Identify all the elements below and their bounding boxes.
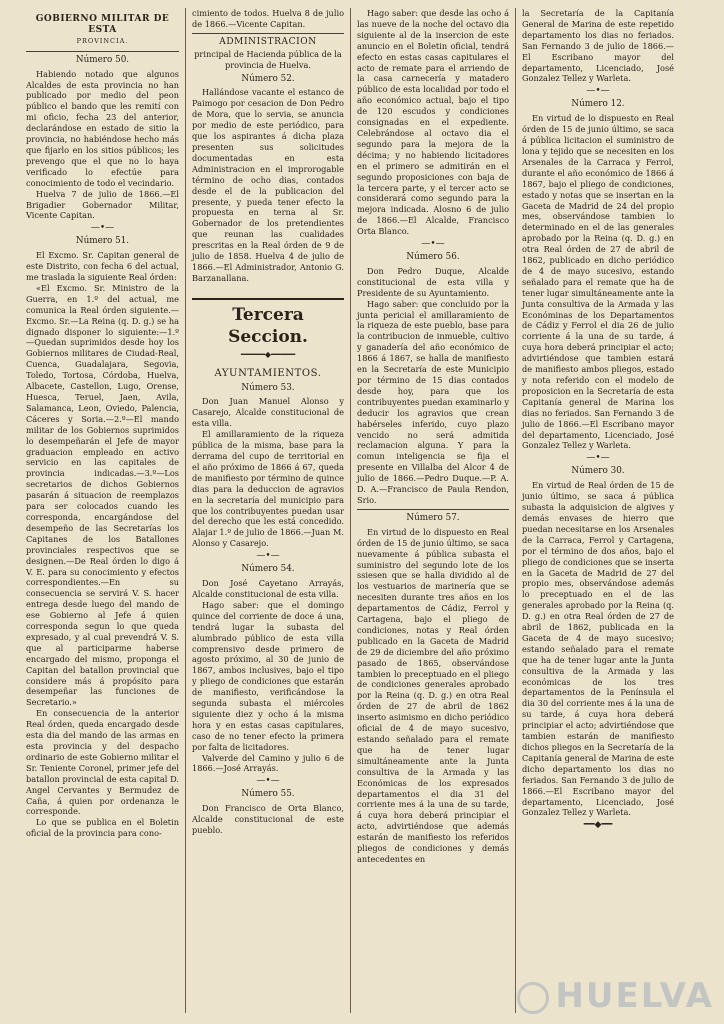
notice-body: la Secretaría de la Capitanía General de Marina de este repetido departamento los dias no feriados. San Fernando 3 de julio de 1866.—El Escribano mayor del departamento, Licenciado, José Gonzalez Tellez y Warleta.	[522, 8, 674, 84]
newspaper-page	[20, 8, 710, 1013]
notice-heading: Don Francisco de Orta Blanco, Alcalde constitucional de este pueblo.	[192, 803, 344, 836]
ornament-divider: —•—	[586, 86, 610, 97]
ornament-divider: ━━━━━◆━━━━━	[240, 349, 296, 359]
column-4	[515, 8, 680, 1013]
section-header: GOBIERNO MILITAR DE ESTA	[35, 14, 170, 35]
ornament-divider: —•—	[90, 223, 115, 234]
column-2	[185, 8, 350, 1013]
watermark-logo-icon	[517, 982, 549, 1014]
notice-number: Número 56.	[406, 252, 460, 263]
notice-number: Número 51.	[75, 236, 130, 247]
notice-heading: Don Juan Manuel Alonso y Casarejo, Alcalde constitucional de esta villa.	[192, 396, 344, 429]
section-subheader: PROVINCIA.	[76, 36, 129, 45]
notice-body: En virtud de Real órden de 15 de junio último, se saca á pública subasta la adquisicion de algives y demás envases de hierro que puedan necesitarse en los Arsenales de la Carraca, Ferrol y Cartagena, por el término de dos años, bajo el pliego de condiciones que se inserta en la Gaceta de Madrid de 27 del propio mes, observándose además lo preceptuado en el de las generales aprobado por la Reina (q. D. g.) en otra Real órden de 27 de abril de 1862, publicada en la Gaceta de 4 de mayo sucesivo; estando señalado para el remate que ha de tener lugar ante la Junta consultiva de la Armada y las económicas de los tres departamentos de la Península el dia 30 del corriente mes á la una de su tarde, á cuya hora deberá principiar el acto; advirtiéndose que tambien estarán de manifiesto dichos pliegos en la Secretaría de la Capitanía general de Marina de este dicho departamento los dias no feriados. San Fernando 3 de julio de 1866.—El Escribano mayor del departamento, Licenciado, José Gonzalez Tellez y Warleta.	[522, 480, 674, 818]
ornament-divider: —•—	[421, 239, 445, 250]
watermark-text: HUELVA	[555, 976, 714, 1016]
column-3	[350, 8, 515, 1013]
notice-signature: Huelva 7 de julio de 1866.—El Brigadier Gobernador Militar, Vicente Capitan.	[26, 188, 179, 221]
notice-body: Lo que se publica en el Boletin oficial de la provincia para cono-	[26, 817, 179, 839]
notice-signature: Valverde del Camino y julio 6 de 1866.—José Arrayás.	[192, 752, 344, 774]
notice-body: cimiento de todos. Huelva 8 de julio de 1866.—Vicente Capitan.	[192, 8, 344, 29]
notice-body: Habiendo notado que algunos Alcaldes de esta provincia no han publicado por medio del peon público el bando que les remití con mi oficio, fecha 23 del anterior, declarándose en estado de sitio la provincia, no habiéndose hecho más que fijarlo en los sitios públicos; les prevengo que el que no lo haya verificado lo efectúe para conocimiento de todo el vecindario.	[26, 68, 179, 188]
notice-body: En consecuencia de la anterior Real órden, queda encargado desde esta dia del mando de las armas en esta provincia y del despacho ordinario de este Gobierno militar el Sr. Teniente Coronel, primer jefe del batallon provincial de esta capital D. Angel Cervantes y Bermudez de Caña, á quien por ordenanza le corresponde.	[26, 708, 179, 817]
divider	[192, 33, 344, 34]
notice-number: Número 12.	[571, 99, 625, 110]
notice-body: En virtud de lo dispuesto en Real órden de 15 de junio último, se saca á pública licitacion el suministro de lona y tejido que se necesiten en los Arsenales de la Carraca y Ferrol, durante el año económico de 1866 á 1867, bajo el pliego de condiciones, estado y notas que se insertan en la Gaceta de Madrid de 24 del propio mes, observándose tambien lo determinado en el de las generales aprobado por la Reina (q. D. g.) en otra Real órden de 27 de abril de 1862, publicado en dicho periódico de 4 de mayo sucesivo, estando señalado para el remate que ha de tener lugar simultáneamente ante la Junta consultiva de la Armada y las Económinas de los Departamentos de Cádiz y Ferrol el dia 26 de julio corriente á la una de su tarde, á cuya hora deberá principiar el acto; advirtiéndose que tambien estará de manifiesto ambos pliegos, estado y nota referido con el modelo de proposicion en la Secretaría de esta Capitanía general de Marina los dias no feriados. San Fernando 3 de julio de 1866.—El Escribano mayor del departamento, Licenciado, José Gonzalez Tellez y Warleta.	[522, 113, 674, 451]
notice-body: Hago saber: que el domingo quince del corriente de doce á una, tendrá lugar la subasta del alumbrado público de esta villa comprensivo desde primero de agosto próximo, al 30 de junio de 1867, ambos inclusives, bajo el tipo y pliego de condiciones que estarán de manifiesto, verificándose la segunda subasta el miércoles siguiente diez y ocho á la misma hora y en estas casas capitulares, caso de no tener efecto la primera por falta de licitadores.	[192, 599, 344, 752]
notice-number: Número 52.	[241, 73, 295, 84]
notice-number: Número 54.	[241, 564, 295, 575]
section-title: Tercera Seccion.	[192, 298, 344, 348]
column-1	[20, 8, 185, 1013]
notice-body: Hallándose vacante el estanco de Paimogo por cesacion de Don Pedro de Mora, que lo servia, se anuncia por medio de este periódico, para que los aspirantes á dicha plaza presenten sus solicitudes documentadas en esta Administracion en el improrogable término de ocho dias, contados desde el de la publicacion del presente, y pueda tener efecto la propuesta en terna al Sr. Gobernador de los pretendientes que reunan las cualidades prescritas en la Real órden de 9 de julio de 1858. Huelva 4 de julio de 1866.—El Administrador, Antonio G. Barzanallana.	[192, 87, 344, 283]
ornament-divider: ━━◆━━	[583, 820, 613, 831]
notice-number: Número 50.	[75, 54, 130, 65]
notice-body: El amillaramiento de la riqueza pública de la misma, base para la derrama del cupo de territorial en el año próximo de 1866 á 67, queda de manifiesto por término de quince dias para la deduccion de agravios en la secretaría del municipio para que los contribuyentes puedan usar del derecho que les está concedido. Alajar 1.º de julio de 1866.—Juan M. Alonso y Casarejo.	[192, 429, 344, 549]
notice-heading: Don Pedro Duque, Alcalde constitucional de esta villa y Presidente de su Ayuntamiento.	[357, 265, 509, 298]
notice-body: Hago saber: que concluido por la junta pericial el amillaramiento de la riqueza de este pueblo, base para la contribucion de inmueble, cultivo y ganadería del año económico de 1866 á 1867, se halla de manifiesto en la Secretaría de este Municipio por término de 15 dias contados desde hoy, para que los contribuyentes puedan examinarlo y deducir los agravios que crean habérseles inferido, cuyo plazo vencido no será admitida reclamacion alguna. Y para la comun inteligencia se fija el presente en Villalba del Alcor 4 de julio de 1866.—Pedro Duque.—P. A. D. A.—Francisco de Paula Rendon, Srio.	[357, 298, 509, 505]
notice-body: Hago saber: que desde las ocho á las nueve de la noche del octavo dia siguiente al de la insercion de este anuncio en el Boletin oficial, tendrá efecto en estas casas capitulares el acto de remate para el arriendo de la casa carnecería y matadero público de esta localidad por todo el año económico actual, bajo el tipo de 120 escudos y condiciones consignadas en el expediente. Celebrándose al octavo dia el segundo para la mejora de la décima; y no habiendo licitadores en el primero se admitirán en el segundo proposiciones con baja de la tercera parte, y el tercer acto se considerará como segundo para la mejora indicada. Alosno 6 de julio de 1866.—El Alcalde, Francisco Orta Blanco.	[357, 8, 509, 237]
notice-number: Número 30.	[571, 466, 625, 477]
ornament-divider: —•—	[256, 551, 280, 562]
section-subheader: principal de Hacienda pública de la provincia de Huelva.	[194, 48, 342, 70]
archive-watermark	[517, 976, 714, 1016]
section-header: AYUNTAMIENTOS.	[214, 367, 322, 379]
section-header: ADMINISTRACION	[219, 36, 317, 47]
notice-body: En virtud de lo dispuesto en Real órden de 15 de junio último, se saca nuevamente á pública subasta el suministro del segundo lote de los ssiesen que se halla dividido al de los vestuarios de marinería que se necesiten durante tres años en los departamentos de Cádiz, Ferrol y Cartagena, bajo el pliego de condiciones, notas y Real órden publicado en la Gaceta de Madrid de 29 de diciembre del año próximo pasado de 1865, observándose tambien lo preceptuado en el pliego de condiciones generales aprobado por la Reina (q. D. g.) en otra Real órden de 27 de abril de 1862 inserto asimismo en dicho periódico oficial de 4 de mayo sucesivo, estando señalado para el remate que ha de tener lugar simultáneamente ante la Junta consultiva de la Armada y las Económicas de los expresados departamentos el dia 31 del corriente mes á la una de su tarde, á cuya hora deberá principiar el acto, advirtiéndose que además estarán de manifiesto los referidos pliegos de condiciones y demás antecedentes en	[357, 526, 509, 864]
divider	[26, 51, 179, 52]
notice-number: Número 55.	[241, 789, 295, 800]
notice-heading: Don José Cayetano Arrayás, Alcalde constitucional de esta villa.	[192, 578, 344, 599]
notice-number: Número 53.	[241, 382, 295, 393]
ornament-divider: —•—	[586, 453, 610, 464]
notice-number: Número 57.	[406, 512, 460, 523]
notice-body: El Excmo. Sr. Capitan general de este Distrito, con fecha 6 del actual, me traslada la siguiente Real órden:	[26, 250, 179, 283]
notice-body: «El Excmo. Sr. Ministro de la Guerra, en 1.º del actual, me comunica la Real órden siguiente.—Excmo. Sr.—La Reina (q. D. g.) se ha dignado disponer lo siguiente:—1.º—Quedan suprimidos desde hoy los Gobiernos militares de Ciudad-Real, Cuenca, Guadalajara, Segovia, Toledo, Tortosa, Córdoba, Huelva, Albacete, Castellon, Lugo, Orense, Huesca, Teruel, Jaen, Avila, Salamanca, Leon, Oviedo, Palencia, Cáceres y Soria.—2.º—El mando militar de los Gobiernos suprimidos lo desempeñarán el Jefe de mayor graduacion empleado en activo servicio en las capitales de provincia indicadas.—3.º—Los secretarios de dichos Gobiernos pasarán á situacion de reemplazos para ser colocados cuando les corresponda, encargándose del desempeño de las Secretarías los Capitanes de los Batallones provinciales respectivos que se designen.—De Real órden lo digo á V. E. para su conocimiento y efectos correspondientes.—En su consecuencia se servirá V. S. hacer entrega desde luego del mando de ese Gobierno al Jefe á quien corresponda segun lo que queda expresado, y al cual prevendrá V. S. que al participarme haberse encargado del mismo, proponga el Capitan del batallon provincial que considere más á propósito para desempeñar las funciones de Secretario.»	[26, 282, 179, 708]
ornament-divider: —•—	[256, 776, 280, 787]
divider	[357, 509, 509, 510]
